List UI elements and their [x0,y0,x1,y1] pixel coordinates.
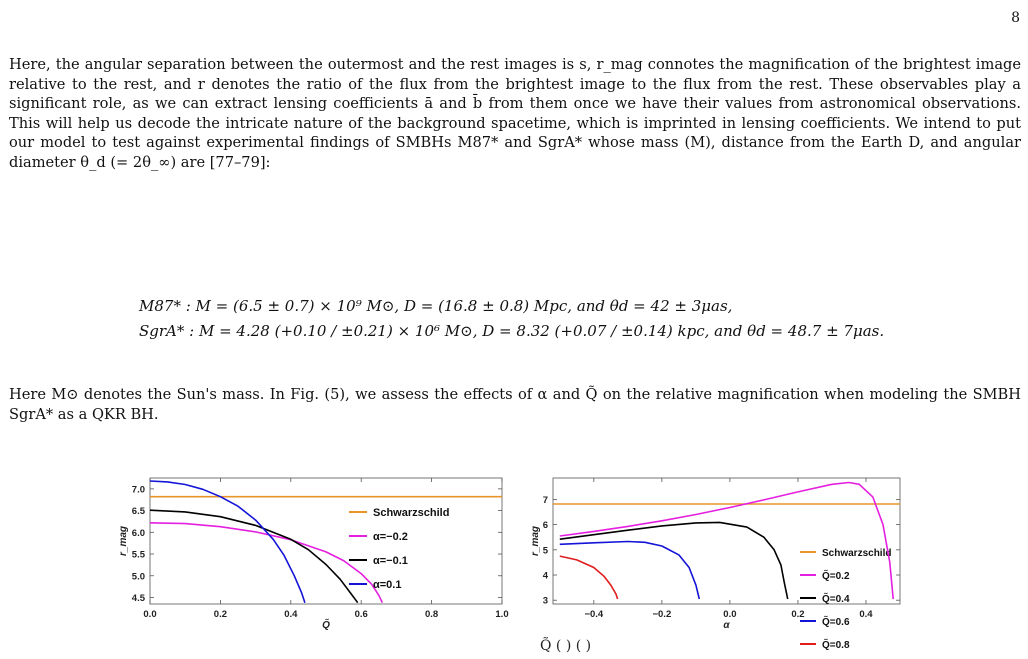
x-tick-label: 0.4 [859,609,873,620]
y-tick-label: 6.0 [131,527,145,539]
x-axis-label: α [723,620,730,631]
y-tick-label: 6.5 [131,506,145,518]
legend-label: Q̃=0.2 [822,571,850,582]
plot-frame [553,478,900,604]
y-tick-label: 3 [542,595,548,607]
figure-right [528,470,920,651]
paragraph-figure-intro: Here M⊙ denotes the Sun's mass. In Fig. (5), we assess the effects of α and Q̃ on the relative magnification when modeling the SMBH SgrA* as a QKR BH. [9,386,1021,423]
x-tick-label: 0.0 [723,609,737,620]
y-tick-label: 7.0 [131,484,145,496]
chart-rmag-vs-alpha [528,470,920,651]
legend-label: Q̃=0.8 [822,640,850,651]
figure-left [117,470,517,632]
x-tick-label: 0.8 [424,609,439,620]
page-number: 8 [1011,10,1020,26]
x-tick-label: 1.0 [495,609,509,620]
y-tick-label: 5 [542,545,548,557]
series-line [150,523,382,603]
legend-label: Schwarzschild [822,548,892,559]
legend-label: Q̃=0.4 [822,594,850,605]
y-tick-label: 5.0 [131,571,145,583]
series-line [560,522,788,599]
legend-label: α=−0.2 [373,531,408,543]
y-axis-label: r_mag [118,525,129,557]
legend-label: Q̃=0.6 [822,617,850,628]
equation-sgra: SgrA* : M = 4.28 (+0.10 / ±0.21) × 10⁶ M⊙, D = 8.32 (+0.07 / ±0.14) kpc, and θd = 48.7 ± 7μas. [139,322,885,340]
legend-label: α=−0.1 [373,555,408,567]
x-tick-label: 0.2 [791,609,805,620]
y-tick-label: 4 [542,570,548,582]
series-line [560,556,618,599]
x-axis-label: Q̃ [322,620,330,631]
paragraph-observables: Here, the angular separation between the outermost and the rest images is s, r_mag connotes the magnification of the brightest image relative to the rest, and r denotes the ratio of the flux from the brightest image to the flux from the rest. These observables play a significant role, as we can extract lensing coefficients ā and b̄ from them once we have their values from astronomical observations. This will help us decode the intricate nature of the background spacetime, which is imprinted in lensing coefficients. We intend to put our model to test against experimental findings of SMBHs M87* and SgrA* whose mass (M), distance from the Earth D, and angular diameter θ_d (= 2θ_∞) are [77–79]: [9,56,1021,171]
y-tick-label: 4.5 [131,592,145,604]
chart-rmag-vs-q [117,470,517,631]
x-tick-label: 0.2 [213,609,228,620]
y-tick-label: 5.5 [131,549,145,561]
legend-label: α=0.1 [373,579,402,591]
y-tick-label: 7 [542,494,548,506]
caption-fragment: Q̃ ( ) ( ) [540,638,592,654]
x-tick-label: −0.2 [652,609,672,620]
equation-m87: M87* : M = (6.5 ± 0.7) × 10⁹ M⊙, D = (16.8 ± 0.8) Mpc, and θd = 42 ± 3μas, [139,297,733,315]
series-line [150,481,305,603]
x-tick-label: 0.6 [354,609,368,620]
x-tick-label: 0.0 [143,609,157,620]
y-tick-label: 6 [542,520,548,532]
x-tick-label: −0.4 [584,609,604,620]
legend-label: Schwarzschild [373,507,450,519]
series-line [560,542,700,600]
x-tick-label: 0.4 [284,609,298,620]
y-axis-label: r_mag [530,525,541,557]
